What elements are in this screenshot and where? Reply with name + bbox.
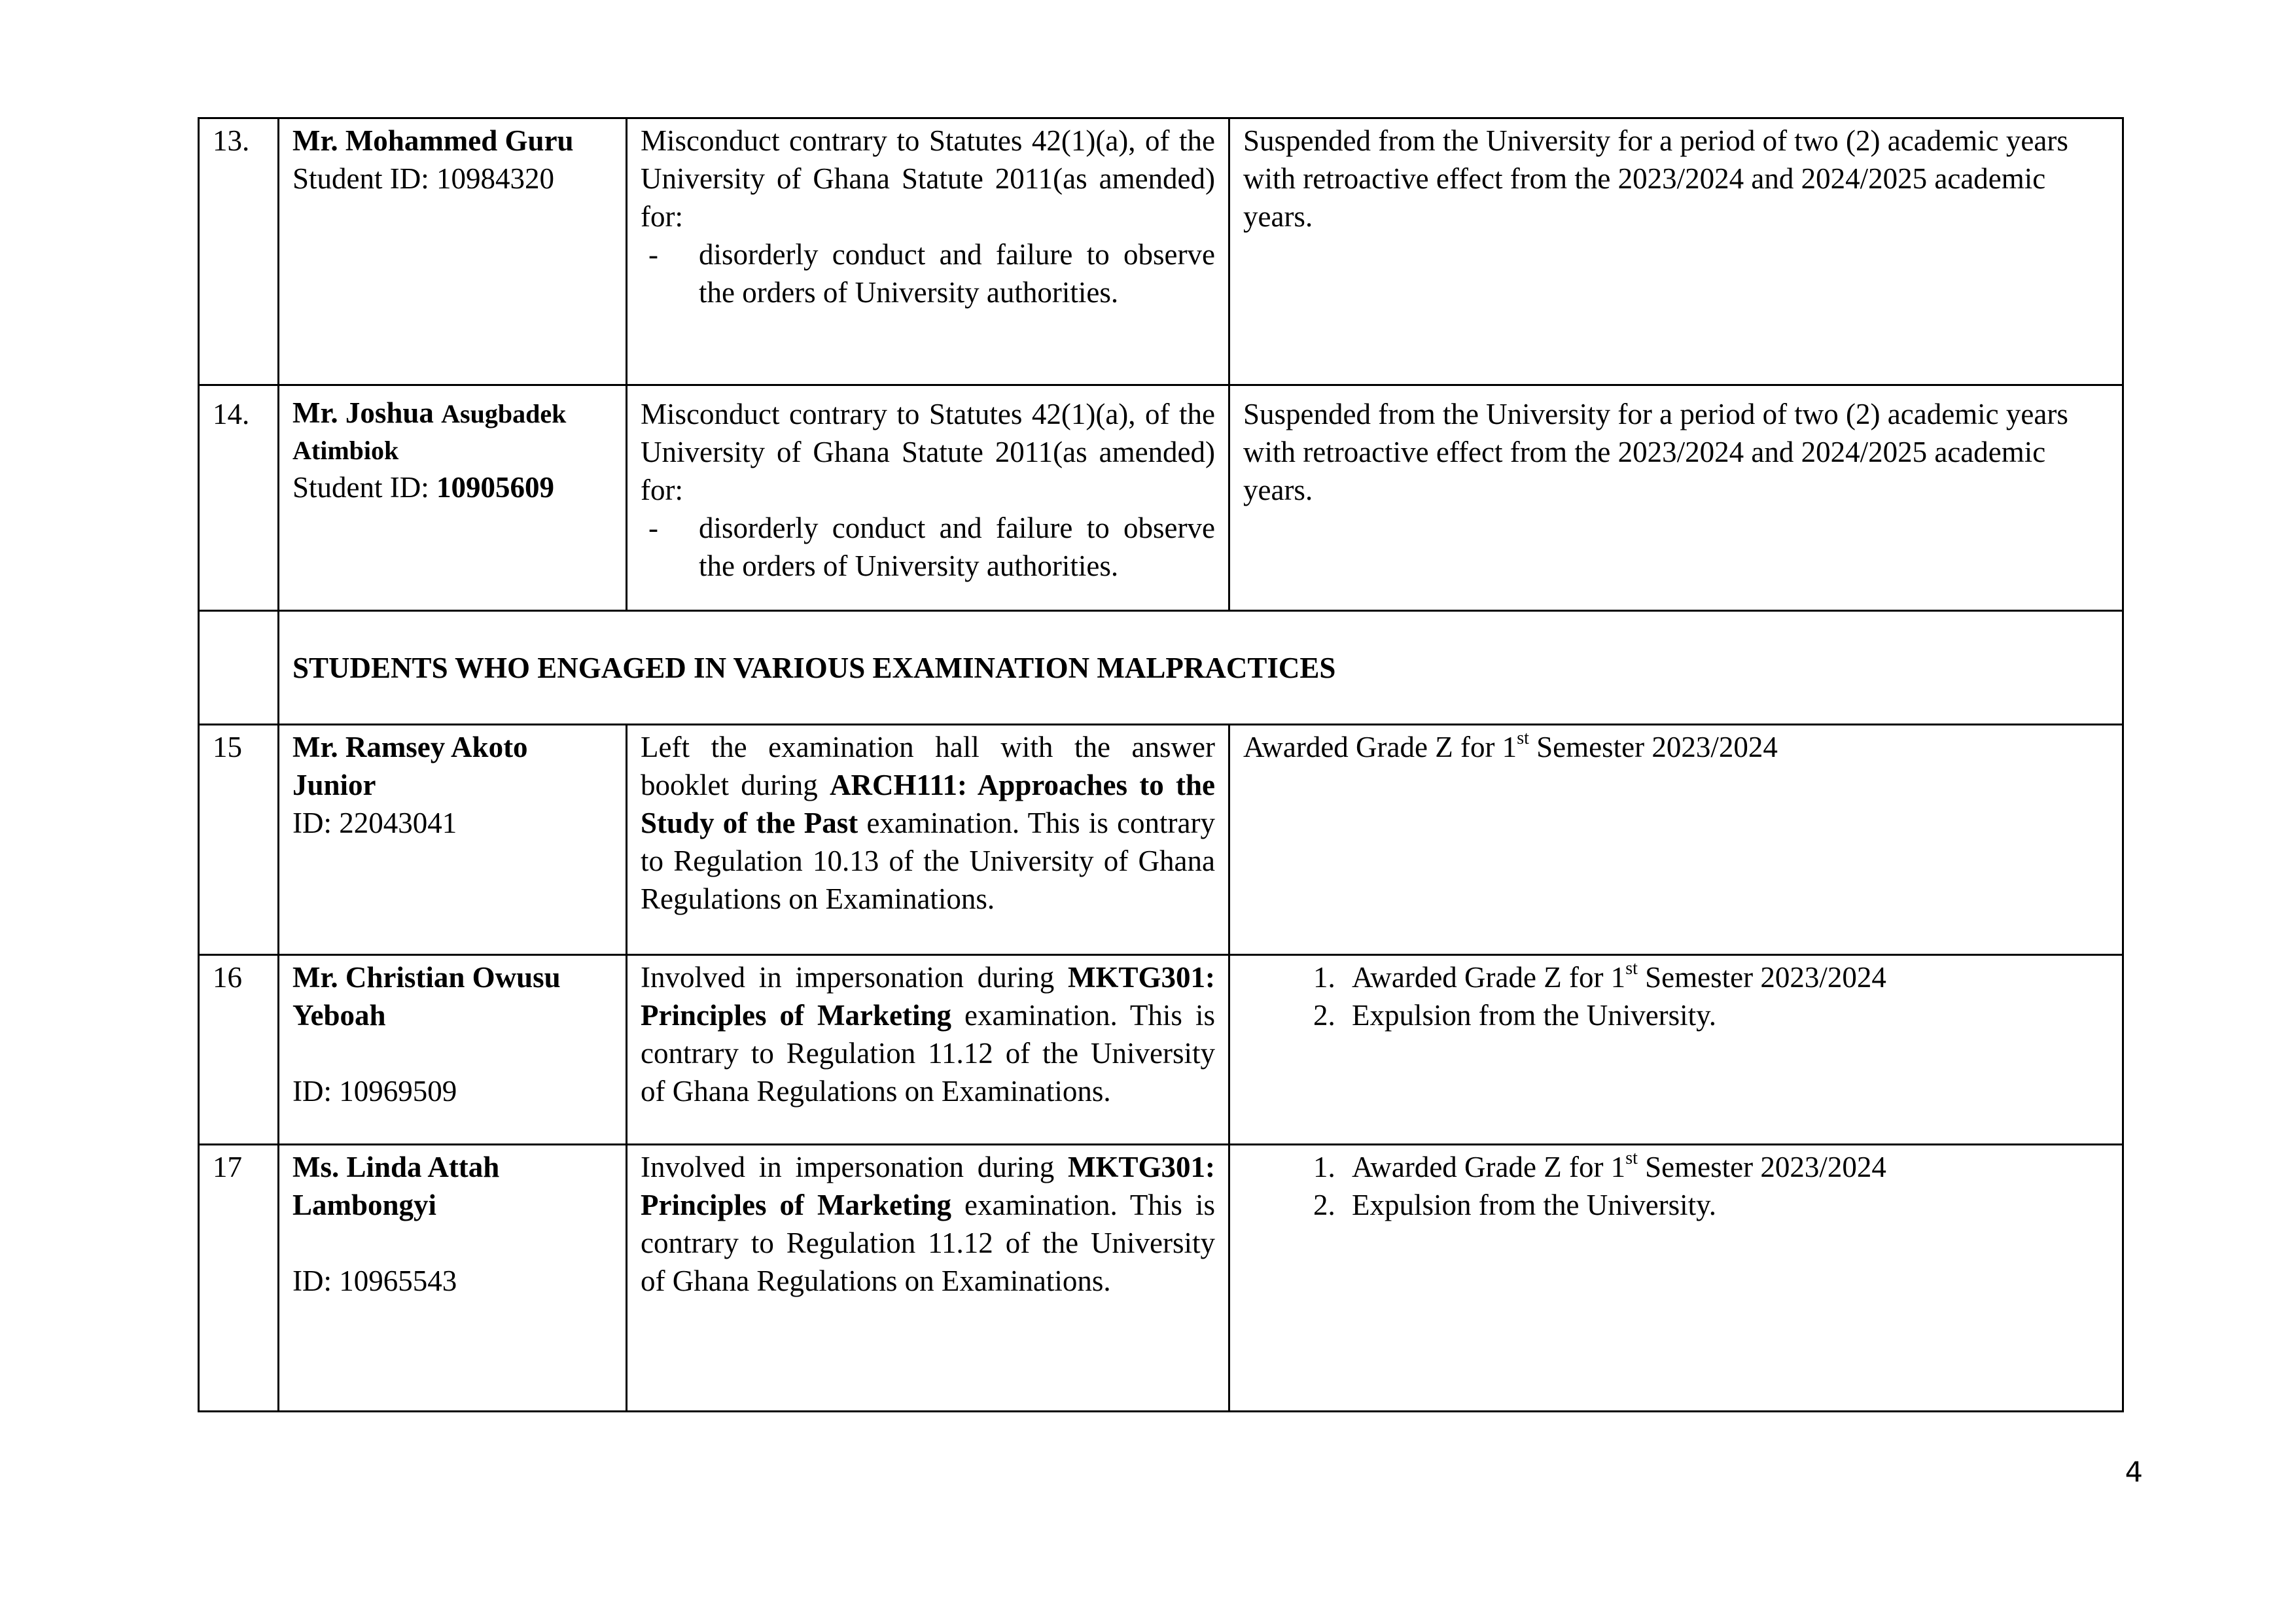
- student-id: Student ID: 10905609: [292, 471, 554, 504]
- student-cell: [279, 118, 627, 385]
- table-row: [199, 725, 2123, 955]
- offence-text: Misconduct contrary to Statutes 42(1)(a), of the University of Ghana Statute 2011(as amended) for:: [641, 398, 1215, 506]
- list-item: 2. Expulsion from the University.: [1343, 996, 2109, 1034]
- list-item: 2. Expulsion from the University.: [1343, 1186, 2109, 1224]
- table-row: [199, 118, 2123, 385]
- row-number: 17: [199, 1145, 279, 1412]
- offence-text: Involved in impersonation during MKTG301: Principles of Marketing examination. This is contrary to Regulation 11.12 of the University of Ghana Regulations on Examinations.: [641, 961, 1215, 1108]
- list-item: 1. Awarded Grade Z for 1st Semester 2023/2024: [1343, 958, 2109, 996]
- sanction-cell: [1229, 725, 2123, 955]
- student-name: Mr. Christian Owusu Yeboah: [292, 961, 561, 1032]
- offence-cell: [627, 955, 1229, 1145]
- student-id: ID: 22043041: [292, 807, 457, 839]
- course-title: MKTG301: Principles of Marketing: [641, 961, 1215, 1032]
- sanction-cell: [1229, 385, 2123, 611]
- table-row: [199, 1145, 2123, 1412]
- list-item: - disorderly conduct and failure to observe the orders of University authorities.: [648, 238, 1215, 309]
- sanction-text: Suspended from the University for a period of two (2) academic years with retroactive effect from the 2023/2024 and 2024/2025 academic years.: [1243, 124, 2068, 233]
- list-item: - disorderly conduct and failure to observe the orders of University authorities.: [648, 512, 1215, 582]
- section-heading-cell: [279, 611, 2123, 725]
- row-number: 13.: [199, 118, 279, 385]
- sanction-cell: [1229, 955, 2123, 1145]
- section-heading: STUDENTS WHO ENGAGED IN VARIOUS EXAMINATION MALPRACTICES: [292, 651, 1336, 684]
- student-cell: [279, 1145, 627, 1412]
- row-number: 16: [199, 955, 279, 1145]
- student-id: ID: 10965543: [292, 1265, 457, 1297]
- student-id: ID: 10969509: [292, 1075, 457, 1108]
- sanction-list: [1243, 958, 2109, 1034]
- course-title: ARCH111: Approaches to the Study of the Past: [641, 769, 1215, 839]
- table-row: [199, 385, 2123, 611]
- table-row: [199, 955, 2123, 1145]
- student-cell: [279, 385, 627, 611]
- page-number: 4: [2125, 1456, 2143, 1489]
- row-number: 15: [199, 725, 279, 955]
- student-cell: [279, 955, 627, 1145]
- offence-list: [641, 509, 1215, 585]
- sanction-cell: [1229, 118, 2123, 385]
- offence-text: Involved in impersonation during MKTG301: Principles of Marketing examination. This is contrary to Regulation 11.12 of the University of Ghana Regulations on Examinations.: [641, 1151, 1215, 1297]
- section-row: [199, 611, 2123, 725]
- sanction-list: [1243, 1148, 2109, 1224]
- offence-list: [641, 236, 1215, 311]
- offence-cell: [627, 1145, 1229, 1412]
- student-cell: [279, 725, 627, 955]
- sanction-cell: [1229, 1145, 2123, 1412]
- list-item: 1. Awarded Grade Z for 1st Semester 2023/2024: [1343, 1148, 2109, 1186]
- student-name: Mr. Joshua Asugbadek Atimbiok: [292, 396, 567, 465]
- row-number: 14.: [199, 385, 279, 611]
- row-number: [199, 611, 279, 725]
- sanctions-table: [198, 117, 2124, 1412]
- course-title: MKTG301: Principles of Marketing: [641, 1151, 1215, 1221]
- student-name: Ms. Linda Attah Lambongyi: [292, 1151, 500, 1221]
- student-name: Mr. Mohammed Guru: [292, 124, 574, 157]
- offence-cell: [627, 118, 1229, 385]
- sanction-text: Suspended from the University for a period of two (2) academic years with retroactive effect from the 2023/2024 and 2024/2025 academic years.: [1243, 398, 2068, 506]
- student-id: Student ID: 10984320: [292, 162, 554, 195]
- sanction-text: Awarded Grade Z for 1st Semester 2023/2024: [1243, 728, 1778, 763]
- offence-text: Left the examination hall with the answer booklet during ARCH111: Approaches to the Study of the Past examination. This is contrary to Regulation 10.13 of the University of Ghana Regulations on Examinations.: [641, 731, 1215, 915]
- student-name: Mr. Ramsey Akoto Junior: [292, 731, 528, 801]
- offence-cell: [627, 725, 1229, 955]
- offence-text: Misconduct contrary to Statutes 42(1)(a), of the University of Ghana Statute 2011(as amended) for:: [641, 124, 1215, 233]
- offence-cell: [627, 385, 1229, 611]
